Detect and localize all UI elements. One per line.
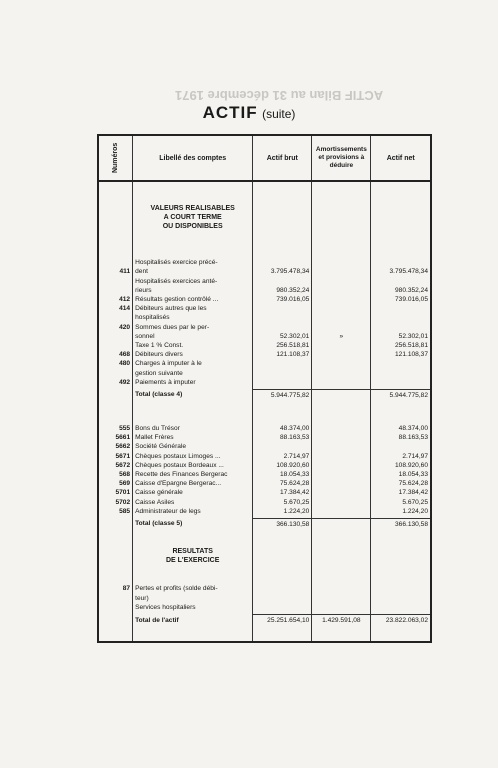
account-label: Chèques postaux Limoges ...	[133, 452, 253, 461]
section-title-num	[98, 204, 133, 248]
spacer-cell	[133, 627, 253, 642]
total-ab: 5.944.775,82	[253, 389, 312, 402]
amort-value	[312, 359, 371, 368]
title-sub: (suite)	[262, 107, 296, 121]
spacer-cell	[312, 248, 371, 258]
spacer-cell	[312, 627, 371, 642]
account-number: 5701	[98, 488, 133, 497]
spacer-cell	[253, 248, 312, 258]
account-label: Caisse Asiles	[133, 498, 253, 507]
actif-net-value: 17.384,42	[371, 488, 431, 497]
actif-net-value	[371, 369, 431, 378]
table-row	[98, 442, 431, 451]
spacer-cell	[253, 531, 312, 547]
total-am	[312, 389, 371, 402]
account-label: Recette des Finances Bergerac	[133, 470, 253, 479]
account-number: 87	[98, 584, 133, 593]
table-row	[98, 295, 431, 304]
actif-brut-value	[253, 584, 312, 593]
spacer-cell	[98, 627, 133, 642]
actif-brut-value: 2.714,97	[253, 452, 312, 461]
actif-net-value: 108.920,60	[371, 461, 431, 470]
total-label: Total de l'actif	[133, 615, 253, 628]
amort-value	[312, 378, 371, 387]
actif-brut-value	[253, 258, 312, 267]
total-ab: 25.251.654,10	[253, 615, 312, 628]
spacer-cell	[371, 181, 431, 204]
account-number	[98, 603, 133, 612]
actif-brut-value	[253, 594, 312, 603]
actif-net-value	[371, 277, 431, 286]
actif-brut-value: 75.624,28	[253, 479, 312, 488]
account-number	[98, 369, 133, 378]
total-row	[98, 615, 431, 628]
actif-net-value: 980.352,24	[371, 286, 431, 295]
table-row	[98, 277, 431, 286]
actif-net-value	[371, 304, 431, 313]
total-row	[98, 389, 431, 402]
account-number: 555	[98, 424, 133, 433]
spacer-cell	[133, 248, 253, 258]
actif-net-value: 52.302,01	[371, 332, 431, 341]
table-row	[98, 461, 431, 470]
account-label: dent	[133, 267, 253, 276]
actif-net-value: 5.670,25	[371, 498, 431, 507]
account-number: 5702	[98, 498, 133, 507]
actif-net-value	[371, 603, 431, 612]
account-label: Hospitalisés exercice précé-	[133, 258, 253, 267]
header-num: Numéros	[98, 135, 133, 181]
amort-value	[312, 461, 371, 470]
spacer-cell	[133, 576, 253, 584]
account-number: 5672	[98, 461, 133, 470]
account-label: Débiteurs autres que les	[133, 304, 253, 313]
account-number	[98, 277, 133, 286]
spacer-row	[98, 576, 431, 584]
amort-value	[312, 313, 371, 322]
actif-brut-value: 121.108,37	[253, 350, 312, 359]
actif-brut-value: 48.374,00	[253, 424, 312, 433]
spacer-cell	[312, 402, 371, 424]
spacer-row	[98, 402, 431, 424]
section-title-line: RESULTATS	[172, 547, 213, 555]
table-row	[98, 594, 431, 603]
account-label: Services hospitaliers	[133, 603, 253, 612]
section-title-empty	[371, 547, 431, 576]
amort-value	[312, 488, 371, 497]
actif-brut-value: 256.518,81	[253, 341, 312, 350]
spacer-cell	[98, 531, 133, 547]
total-label: Total (classe 5)	[133, 518, 253, 531]
total-label: Total (classe 4)	[133, 389, 253, 402]
actif-brut-value	[253, 277, 312, 286]
table-row	[98, 359, 431, 368]
actif-net-value: 1.224,20	[371, 507, 431, 516]
table-row	[98, 332, 431, 341]
table-row	[98, 584, 431, 593]
account-label: Charges à imputer à le	[133, 359, 253, 368]
total-am: 1.429.591,08	[312, 615, 371, 628]
account-label: hospitalisés	[133, 313, 253, 322]
section-title-empty	[253, 204, 312, 248]
spacer-row	[98, 181, 431, 204]
account-number	[98, 332, 133, 341]
actif-brut-value	[253, 442, 312, 451]
account-number: 5662	[98, 442, 133, 451]
actif-brut-value	[253, 304, 312, 313]
total-row	[98, 518, 431, 531]
spacer-cell	[98, 181, 133, 204]
account-label: Administrateur de legs	[133, 507, 253, 516]
amort-value	[312, 277, 371, 286]
account-number: 412	[98, 295, 133, 304]
actif-brut-value: 739.016,05	[253, 295, 312, 304]
account-label: Chèques postaux Bordeaux ...	[133, 461, 253, 470]
amort-value	[312, 304, 371, 313]
account-label: Paiements à imputer	[133, 378, 253, 387]
section-title	[133, 547, 253, 576]
actif-brut-value: 88.163,53	[253, 433, 312, 442]
section-title-row	[98, 547, 431, 576]
header-amort: Amortissements et provisions à déduire	[312, 135, 371, 181]
header-actif-net: Actif net	[371, 135, 431, 181]
spacer-cell	[98, 576, 133, 584]
account-label: Caisse générale	[133, 488, 253, 497]
amort-value	[312, 507, 371, 516]
amort-value	[312, 603, 371, 612]
spacer-row	[98, 248, 431, 258]
actif-net-value: 256.518,81	[371, 341, 431, 350]
account-label: Caisse d'Epargne Bergerac...	[133, 479, 253, 488]
account-label: rieurs	[133, 286, 253, 295]
spacer-cell	[312, 531, 371, 547]
spacer-cell	[371, 576, 431, 584]
account-number	[98, 594, 133, 603]
account-number: 5661	[98, 433, 133, 442]
account-label: Débiteurs divers	[133, 350, 253, 359]
amort-value	[312, 433, 371, 442]
amort-value	[312, 286, 371, 295]
spacer-cell	[253, 627, 312, 642]
section-title-empty	[312, 204, 371, 248]
section-title-num	[98, 547, 133, 576]
spacer-cell	[133, 531, 253, 547]
amort-value	[312, 424, 371, 433]
account-number: 5671	[98, 452, 133, 461]
account-number: 414	[98, 304, 133, 313]
actif-brut-value: 52.302,01	[253, 332, 312, 341]
total-num	[98, 389, 133, 402]
total-an: 366.130,58	[371, 518, 431, 531]
section-title-line: DE L'EXERCICE	[165, 556, 220, 564]
amort-value	[312, 594, 371, 603]
header-row	[98, 135, 431, 181]
account-label: Bons du Trésor	[133, 424, 253, 433]
page-title	[0, 103, 498, 123]
account-number	[98, 313, 133, 322]
section-title	[133, 204, 253, 248]
account-number	[98, 286, 133, 295]
accounts-table	[97, 134, 432, 643]
table-row	[98, 258, 431, 267]
actif-brut-value	[253, 369, 312, 378]
account-number: 480	[98, 359, 133, 368]
table-row	[98, 378, 431, 387]
actif-net-value: 88.163,53	[371, 433, 431, 442]
actif-net-value	[371, 442, 431, 451]
amort-value	[312, 498, 371, 507]
account-label: gestion suivante	[133, 369, 253, 378]
total-num	[98, 615, 133, 628]
bleed-through-text: ACTIF Bilan au 31 décembre 1971	[175, 88, 384, 103]
account-number: 411	[98, 267, 133, 276]
table-row	[98, 507, 431, 516]
spacer-row	[98, 531, 431, 547]
account-number	[98, 258, 133, 267]
actif-brut-value: 5.670,25	[253, 498, 312, 507]
table-row	[98, 479, 431, 488]
account-label: teur)	[133, 594, 253, 603]
spacer-cell	[312, 576, 371, 584]
spacer-cell	[253, 576, 312, 584]
spacer-cell	[98, 402, 133, 424]
amort-value	[312, 295, 371, 304]
amort-value	[312, 369, 371, 378]
table-row	[98, 323, 431, 332]
actif-brut-value: 1.224,20	[253, 507, 312, 516]
account-number: 492	[98, 378, 133, 387]
spacer-cell	[253, 181, 312, 204]
account-number: 568	[98, 470, 133, 479]
amort-value	[312, 470, 371, 479]
table-row	[98, 452, 431, 461]
actif-net-value	[371, 313, 431, 322]
table-row	[98, 603, 431, 612]
spacer-cell	[253, 402, 312, 424]
total-ab: 366.130,58	[253, 518, 312, 531]
actif-brut-value	[253, 603, 312, 612]
actif-net-value	[371, 594, 431, 603]
account-number	[98, 341, 133, 350]
actif-net-value: 75.624,28	[371, 479, 431, 488]
amort-value	[312, 267, 371, 276]
account-label: Pertes et profits (solde débi-	[133, 584, 253, 593]
spacer-cell	[371, 248, 431, 258]
account-label: Résultats gestion contrôlé ...	[133, 295, 253, 304]
amort-value	[312, 350, 371, 359]
amort-value	[312, 258, 371, 267]
table-row	[98, 313, 431, 322]
actif-brut-value: 108.920,60	[253, 461, 312, 470]
amort-value: »	[312, 332, 371, 341]
spacer-cell	[371, 531, 431, 547]
table-row	[98, 267, 431, 276]
actif-net-value	[371, 359, 431, 368]
actif-brut-value	[253, 323, 312, 332]
amort-value	[312, 323, 371, 332]
actif-net-value: 2.714,97	[371, 452, 431, 461]
amort-value	[312, 479, 371, 488]
section-title-empty	[312, 547, 371, 576]
account-label: Mallet Frères	[133, 433, 253, 442]
account-label: Société Générale	[133, 442, 253, 451]
section-title-row	[98, 204, 431, 248]
account-number: 569	[98, 479, 133, 488]
table-row	[98, 304, 431, 313]
actif-brut-value	[253, 313, 312, 322]
amort-value	[312, 584, 371, 593]
total-am	[312, 518, 371, 531]
actif-net-value	[371, 323, 431, 332]
actif-net-value: 739.016,05	[371, 295, 431, 304]
section-title-line: A COURT TERME	[163, 214, 222, 221]
actif-brut-value	[253, 378, 312, 387]
section-title-empty	[253, 547, 312, 576]
amort-value	[312, 452, 371, 461]
actif-net-value	[371, 378, 431, 387]
account-number: 468	[98, 350, 133, 359]
actif-net-value: 3.795.478,34	[371, 267, 431, 276]
title-main: ACTIF	[202, 103, 258, 122]
actif-brut-value: 3.795.478,34	[253, 267, 312, 276]
spacer-cell	[312, 181, 371, 204]
account-label: Hospitalisés exercices anté-	[133, 277, 253, 286]
header-lib: Libellé des comptes	[133, 135, 253, 181]
header-actif-brut: Actif brut	[253, 135, 312, 181]
actif-brut-value: 980.352,24	[253, 286, 312, 295]
actif-brut-value	[253, 359, 312, 368]
actif-net-value: 18.054,33	[371, 470, 431, 479]
actif-brut-value: 17.384,42	[253, 488, 312, 497]
account-label: sonnel	[133, 332, 253, 341]
account-label: Sommes dues par le per-	[133, 323, 253, 332]
spacer-row	[98, 627, 431, 642]
actif-net-value: 48.374,00	[371, 424, 431, 433]
spacer-cell	[133, 402, 253, 424]
table-row	[98, 424, 431, 433]
actif-net-value	[371, 584, 431, 593]
table-row	[98, 488, 431, 497]
section-title-line: VALEURS REALISABLES	[150, 205, 235, 212]
table-row	[98, 433, 431, 442]
account-number: 585	[98, 507, 133, 516]
actif-net-value	[371, 258, 431, 267]
spacer-cell	[371, 627, 431, 642]
account-number: 420	[98, 323, 133, 332]
table-row	[98, 470, 431, 479]
table-row	[98, 341, 431, 350]
table-row	[98, 286, 431, 295]
total-an: 5.944.775,82	[371, 389, 431, 402]
actif-net-value: 121.108,37	[371, 350, 431, 359]
account-label: Taxe 1 % Const.	[133, 341, 253, 350]
spacer-cell	[98, 248, 133, 258]
total-num	[98, 518, 133, 531]
section-title-empty	[371, 204, 431, 248]
total-an: 23.822.063,02	[371, 615, 431, 628]
amort-value	[312, 341, 371, 350]
spacer-cell	[371, 402, 431, 424]
spacer-cell	[133, 181, 253, 204]
table-row	[98, 369, 431, 378]
amort-value	[312, 442, 371, 451]
actif-brut-value: 18.054,33	[253, 470, 312, 479]
section-title-line: OU DISPONIBLES	[162, 223, 223, 230]
table-row	[98, 350, 431, 359]
table-row	[98, 498, 431, 507]
